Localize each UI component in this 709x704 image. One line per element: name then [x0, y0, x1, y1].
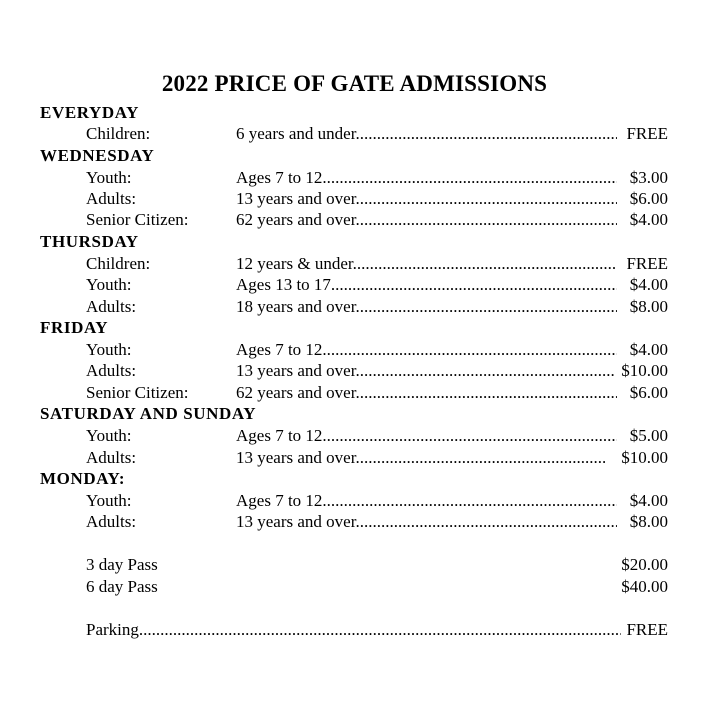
row-price: $6.00	[629, 189, 668, 208]
row-age: 13 years and over	[236, 361, 356, 380]
row-price: $4.00	[629, 210, 668, 229]
row-price: $6.00	[629, 383, 668, 402]
row-category: Adults:	[86, 297, 137, 316]
row-age: Ages 13 to 17	[236, 275, 331, 294]
row-price: $4.00	[629, 491, 668, 510]
row-age: 6 years and under	[236, 124, 356, 143]
price-row	[0, 340, 709, 361]
price-row	[0, 361, 709, 382]
row-category: Adults:	[86, 361, 137, 380]
row-price: $3.00	[629, 168, 668, 187]
row-price: $10.00	[621, 448, 668, 467]
row-price: $4.00	[629, 275, 668, 294]
row-category: Senior Citizen:	[86, 383, 189, 402]
row-category: Adults:	[86, 512, 137, 531]
price-row	[0, 448, 709, 469]
parking-label: Parking	[86, 620, 139, 639]
row-category: Youth:	[86, 340, 132, 359]
row-price: $10.00	[621, 361, 668, 380]
price-row	[0, 383, 709, 404]
section-heading-wednesday: WEDNESDAY	[40, 146, 155, 165]
row-price: $8.00	[629, 512, 668, 531]
row-age: 62 years and over	[236, 210, 356, 229]
price-row	[0, 189, 709, 210]
price-row	[0, 297, 709, 318]
row-category: Youth:	[86, 168, 132, 187]
price-row	[0, 168, 709, 189]
row-category: Youth:	[86, 491, 132, 510]
section-heading-everyday: EVERYDAY	[40, 103, 139, 122]
row-category: Children:	[86, 124, 151, 143]
row-age: 18 years and over	[236, 297, 356, 316]
row-category: Senior Citizen:	[86, 210, 189, 229]
pass-row	[0, 577, 709, 598]
price-row	[0, 426, 709, 447]
row-category: Youth:	[86, 275, 132, 294]
row-price: FREE	[626, 254, 668, 273]
row-age: 62 years and over	[236, 383, 356, 402]
row-age: 12 years & under	[236, 254, 353, 273]
section-heading-friday: FRIDAY	[40, 318, 109, 337]
row-age: 13 years and over	[236, 189, 356, 208]
price-row	[0, 491, 709, 512]
price-row	[0, 275, 709, 296]
price-row	[0, 254, 709, 275]
row-category: Adults:	[86, 189, 137, 208]
price-row	[0, 210, 709, 231]
row-age: Ages 7 to 12	[236, 491, 323, 510]
section-heading-saturday-sunday: SATURDAY AND SUNDAY	[40, 404, 257, 423]
row-category: Youth:	[86, 426, 132, 445]
pass-price: $40.00	[621, 577, 668, 596]
row-age: Ages 7 to 12	[236, 168, 323, 187]
price-row	[0, 124, 709, 145]
row-age: Ages 7 to 12	[236, 340, 323, 359]
row-price: $4.00	[629, 340, 668, 359]
parking-row	[0, 620, 709, 641]
row-category: Adults:	[86, 448, 137, 467]
section-heading-thursday: THURSDAY	[40, 232, 139, 251]
section-heading-monday: MONDAY:	[40, 469, 126, 488]
price-row	[0, 512, 709, 533]
row-age: 13 years and over	[236, 448, 356, 467]
row-age: Ages 7 to 12	[236, 426, 323, 445]
row-price: $5.00	[629, 426, 668, 445]
page-title: 2022 PRICE OF GATE ADMISSIONS	[161, 71, 548, 96]
row-age: 13 years and over	[236, 512, 356, 531]
parking-price: FREE	[626, 620, 668, 639]
row-price: $8.00	[629, 297, 668, 316]
pass-label: 6 day Pass	[86, 577, 158, 596]
row-price: FREE	[626, 124, 668, 143]
pass-row	[0, 555, 709, 576]
pass-label: 3 day Pass	[86, 555, 158, 574]
row-category: Children:	[86, 254, 151, 273]
pass-price: $20.00	[621, 555, 668, 574]
